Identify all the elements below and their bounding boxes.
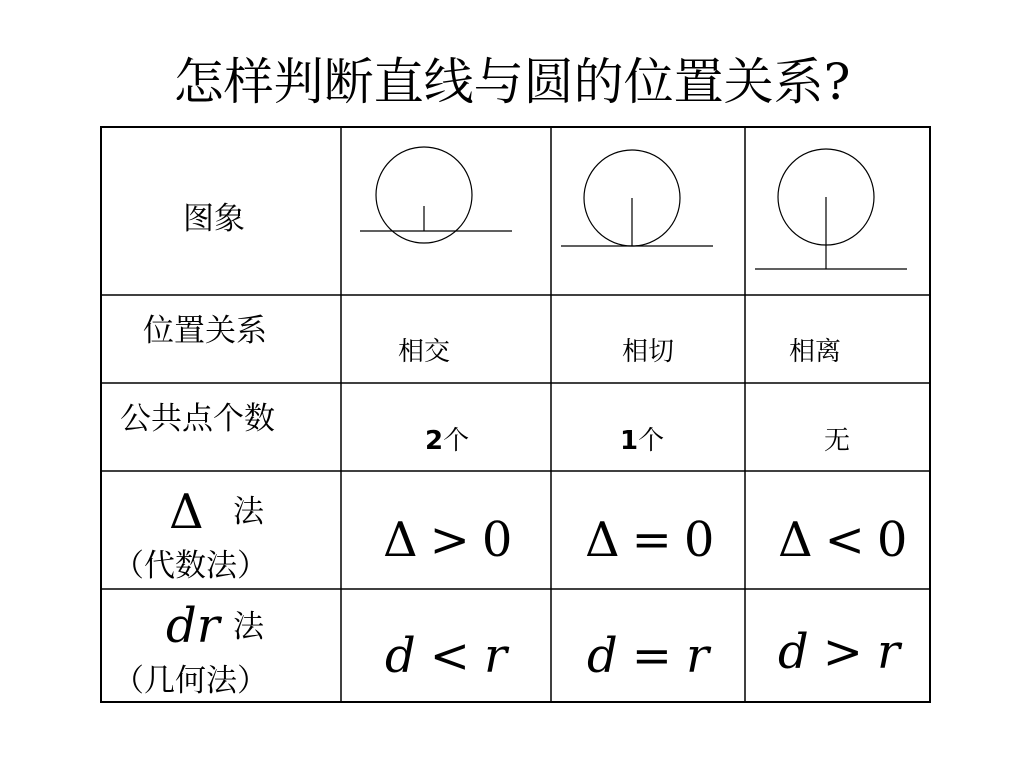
delta-method-label: 法: [233, 494, 264, 530]
relation-cell: 相离: [789, 337, 842, 367]
points-cell: 2个: [425, 426, 470, 456]
figure-separate: [755, 149, 907, 269]
row-label-relation: 位置关系: [143, 313, 267, 349]
delta-sublabel: （代数法）: [113, 548, 268, 584]
figure-intersect: [360, 147, 512, 243]
delta-cell: Δ < 0: [778, 512, 908, 568]
dr-cell: d = r: [587, 628, 709, 684]
delta-symbol: Δ: [169, 484, 204, 540]
points-cell: 无: [824, 426, 851, 456]
relation-cell: 相切: [622, 337, 675, 367]
delta-cell: Δ = 0: [585, 512, 715, 568]
dr-cell: d > r: [778, 624, 900, 680]
dr-method-label: 法: [233, 609, 264, 645]
page-title: 怎样判断直线与圆的位置关系?: [173, 53, 851, 111]
dr-sublabel: （几何法）: [113, 663, 268, 699]
delta-cell: Δ > 0: [383, 512, 513, 568]
dr-cell: d < r: [385, 628, 507, 684]
dr-symbol: dr: [166, 598, 220, 654]
row-label-points: 公共点个数: [120, 401, 275, 437]
points-cell: 1个: [620, 426, 665, 456]
figure-tangent: [561, 150, 713, 246]
row-label-image: 图象: [183, 201, 245, 237]
relation-cell: 相交: [398, 337, 451, 367]
